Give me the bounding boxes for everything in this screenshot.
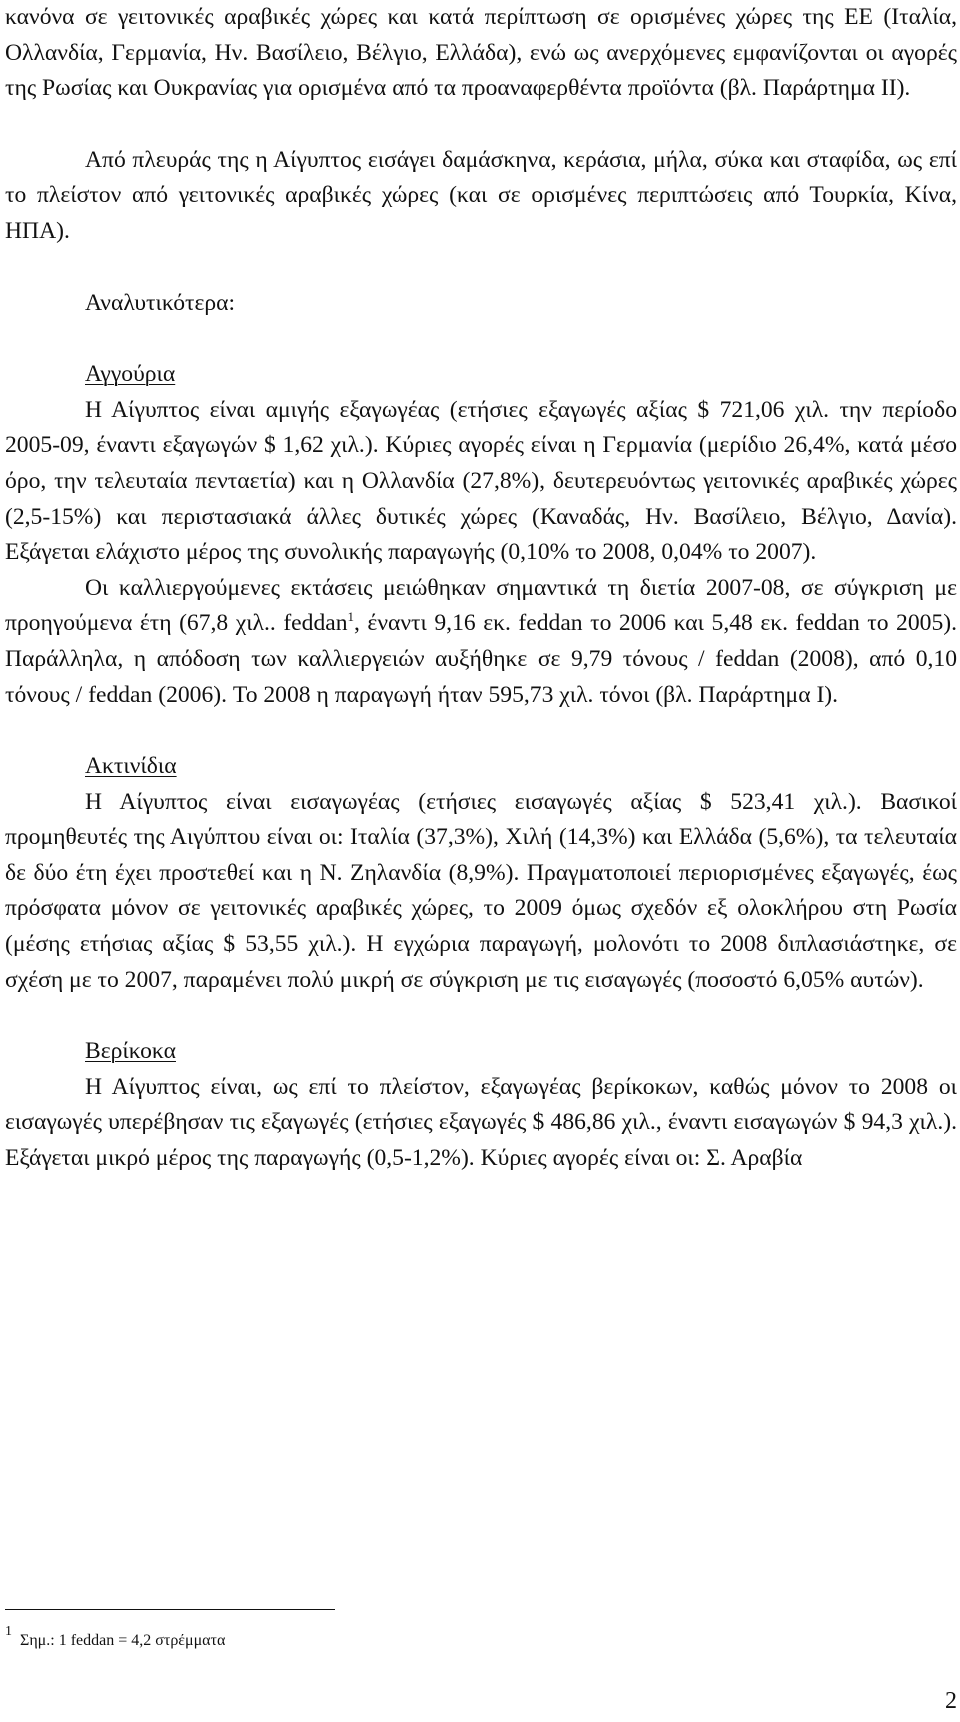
section-heading-cucumbers	[5, 357, 957, 393]
heading-text: Αγγούρια	[85, 361, 176, 388]
paragraph-detailed-intro: Αναλυτικότερα:	[85, 289, 236, 316]
heading-text: Βερίκοκα	[85, 1038, 176, 1065]
paragraph-apricots: Η Αίγυπτος είναι, ως επί το πλείστον, εξαγωγέας βερίκοκων, καθώς μόνον το 2008 οι εισαγωγές υπερέβησαν τις εξαγωγές (ετήσιες εξαγωγές $ 486,86 χιλ., έναντι εισαγωγών $ 94,3 χιλ.). Εξάγεται μικρό μέρος της παραγωγής (0,5-1,2%). Κύριες αγορές είναι οι: Σ. Αραβία	[5, 1073, 957, 1172]
footnote-separator	[5, 1609, 335, 1610]
paragraph-cucumbers-production: Οι καλλιεργούμενες εκτάσεις μειώθηκαν σημαντικά τη διετία 2007-08, σε σύγκριση με προηγούμενα έτη (67,8 χιλ.. feddan$^1$, έναντι 9,16 εκ. feddan το 2006 και 5,48 εκ. feddan το 2005). Παράλληλα, η απόδοση των καλλιεργειών αυξήθηκε σε 9,79 τόνους / feddan (2008), από 0,10 τόνους / feddan (2006). Το 2008 η παραγωγή ήταν 595,73 χιλ. τόνοι (βλ. Παράρτημα Ι).	[5, 574, 957, 708]
footnote-reference[interactable]: 1	[347, 609, 355, 625]
section-heading-kiwi	[5, 749, 957, 785]
footnote-number: 1	[5, 1624, 12, 1639]
paragraph-kiwi: Η Αίγυπτος είναι εισαγωγέας (ετήσιες εισαγωγές αξίας $ 523,41 χιλ.). Βασικοί προμηθευτές της Αιγύπτου είναι οι: Ιταλία (37,3%), Χιλή (14,3%) και Ελλάδα (5,6%), τα τελευταία δε δύο έτη έχει προστεθεί και η Ν. Ζηλανδία (8,9%). Πραγματοποιεί περιορισμένες εξαγωγές, έως πρόσφατα μόνον σε γειτονικές αραβικές χώρες, το 2009 όμως σχεδόν εξ ολοκλήρου στη Ρωσία (μέσης ετήσιας αξίας $ 53,55 χιλ.). Η εγχώρια παραγωγή, μολονότι το 2008 διπλασιάστηκε, σε σχέση με το 2007, παραμένει πολύ μικρή σε σύγκριση με τις εισαγωγές (ποσοστό 6,05% αυτών).	[5, 788, 957, 993]
page-number: 2	[945, 1688, 957, 1714]
body-text	[5, 0, 957, 1177]
paragraph-exports-markets: κανόνα σε γειτονικές αραβικές χώρες και κατά περίπτωση σε ορισμένες χώρες της ΕΕ (Ιταλία, Ολλανδία, Γερμανία, Ην. Βασίλειο, Βέλγιο, Ελλάδα), ενώ ως ανερχόμενες εμφανίζονται οι αγορές της Ρωσίας και Ουκρανίας για ορισμένα από τα προαναφερθέντα προϊόντα (βλ. Παράρτημα ΙΙ).	[5, 4, 957, 102]
paragraph-cucumbers-trade: Η Αίγυπτος είναι αμιγής εξαγωγέας (ετήσιες εξαγωγές αξίας $ 721,06 χιλ. την περίοδο 2005-09, έναντι εξαγωγών $ 1,62 χιλ.). Κύριες αγορές είναι η Γερμανία (μερίδιο 26,4%, κατά μέσο όρο, την τελευταία πενταετία) και η Ολλανδία (27,8%), δευτερευόντως γειτονικές αραβικές χώρες (2,5-15%) και περιστασιακά άλλες δυτικές χώρες (Καναδάς, Ην. Βασίλειο, Βέλγιο, Δανία). Εξάγεται ελάχιστο μέρος της συνολικής παραγωγής (0,10% το 2008, 0,04% το 2007).	[5, 396, 957, 566]
footnote-text: Σημ.: 1 feddan = 4,2 στρέμματα	[20, 1632, 226, 1649]
paragraph-imports: Από πλευράς της η Αίγυπτος εισάγει δαμάσκηνα, κεράσια, μήλα, σύκα και σταφίδα, ως επί το πλείστον από γειτονικές αραβικές χώρες (και σε ορισμένες περιπτώσεις από Τουρκία, Κίνα, ΗΠΑ).	[5, 146, 957, 244]
heading-text: Ακτινίδια	[85, 753, 177, 780]
footnote	[5, 1622, 225, 1651]
section-heading-apricots	[5, 1034, 957, 1070]
